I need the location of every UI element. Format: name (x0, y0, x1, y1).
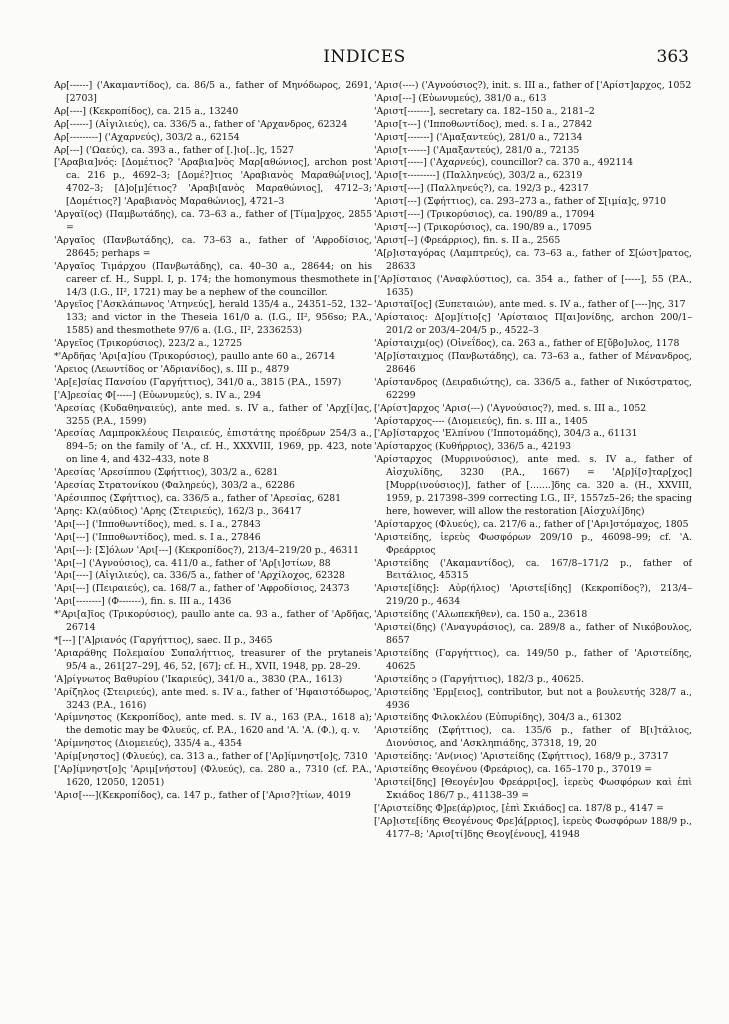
index-entry: ['Αραβια]νός: [Δομέτιος? 'Αραβια]νὸς Μαρ[αθώνιος], archon post ca. 216 p., 4692–3; [Δομέ?]τιος 'Αραβιανὸς Μαραθώ[νιος], 4702–3; [Δ]ο[μ]έτιος? 'Αραβι[ανὸς Μαραθώνιος], 4712–3; [Δομέτιος?] 'Αραβιανὸς Μαραθώνιος], 4721–3 (54, 157, 372, 208)
index-entry: 'Α[ρ]ίσταιχμος (Πανβωτάδης), ca. 73–63 a., father of Μένανδρος, 28646 (374, 351, 692, 375)
index-entry: Αρ[---------] ('Αχαρνεύς), 303/2 a., 62154 (54, 131, 240, 143)
index-entry: 'Αργεῖος ['Ασκλάπωνος 'Ατηνεύς], herald 135/4 a., 24351–52, 132–133; and victor in the Theseia 161/0 a. (I.G., II², 956so; P.A., 1585) and thesmothete 97/6 a. (I.G., II², 2336253) (54, 299, 372, 337)
index-entry: 'Αρίμ[νηστος] (Φλυεύς), ca. 313 a., father of ['Αρ]ίμνηστ[ο]ς, 7310 (54, 751, 368, 763)
index-entry: 'Αρισ[---] (Εὐωνυμεύς), 381/0 a., 613 (374, 92, 547, 104)
index-entry: 'Αρίσταιχμ(ος) (Οἰνεΐδος), ca. 263 a., father of Ε[ὔβο]υλος, 1178 (374, 338, 680, 350)
index-entry: 'Αριαράθης Πολεμαίου Συπαλήττιος, treasurer of the prytaneis 95/4 a., 261[27–29], 46, 52, [67]; cf. H., XVII, 1948, pp. 28–29. (54, 647, 372, 672)
index-entry: 'Α[ρ]ισταγόρας (Λαμπτρεύς), ca. 73–63 a., father of Σ[ώστ]ρατος, 28633 (374, 247, 692, 272)
index-entry: *[---] ['Α]ριανός (Γαργήττιος), saec. II p., 3465 (54, 634, 273, 646)
index-entry: 'Αρισ[τ------] ('Αμαξαντεύς), 281/0 a., 72135 (374, 144, 580, 156)
index-entry: 'Αριστείδης (Γαργήττιος), ca. 149/50 p., father of 'Αριστείδης, 40625 (374, 647, 692, 672)
index-entry: 'Αρισ(----) ('Αγνούσιος?), init. s. III a., father of ['Αρίστ]αρχος, 1052 (374, 80, 692, 91)
index-entry: 'Αριστ[-------] ('Αμαξαντεύς), 281/0 a., 72134 (374, 131, 583, 143)
index-entry: 'Αρι[---] ('Ιπποθωντίδος), med. s. I a., 27846 (54, 531, 261, 543)
index-entry: 'Αριστείδης ('Αλωπεκῆθεν), ca. 150 a., 23618 (374, 609, 588, 621)
index-entry: *'Αρδῆας 'Αρι[α]ίου (Τρικορύσιος), paullo ante 60 a., 26714 (54, 351, 336, 363)
index-entry: 'Αρίσταρχος (Μυρρινούσιος), ante med. s. IV a., father of Αἰσχυλίδης, 3230 (P.A., 1667) = 'Α[ρ]ί[σ]ταρ[χος] [Μυρρ(ινούσιος)], father of [.......]δης ca. 320 a. (H., XXVIII, 1959, p. 217398–399 correcting I.G., II², 1557z5–26; the spacing here, however, will allow the restoration [Αἰσχυλί]δης) (374, 454, 692, 517)
index-entry: 'Αριστ[-----] ('Αχαρνεύς), councillor? ca. 370 a., 492114 (374, 157, 634, 169)
index-entry: ['Αρ]ιστε[ίδης Θεογένους Φρε]ά[ρριος], ἱερεὺς Φωσφόρων 188/9 p., 4177–8; 'Αρισ[τί]δης Θεογ[ένους], 41948 (374, 815, 692, 840)
index-entry: 'Αριστείδης, ἱερεὺς Φωσφόρων 209/10 p., 46098–99; cf. 'Α. Φρεάρριος (374, 531, 692, 556)
index-entry: Αρ[------] ('Ακαμαντίδος), ca. 86/5 a., father of Μηνόδωρος, 2691, [2703] (54, 80, 372, 104)
index-entry: 'Αριστ[-------], secretary ca. 182–150 a., 2181–2 (374, 105, 595, 117)
index-entry: 'Αρεσίας Λαμπροκλέους Πειραιεύς, ἐπιστάτης προέδρων 254/3 a., 894–5; on the family of 'Α., cf. H., XXXVIII, 1969, pp. 423, note on line 4, and 432–433, note 8 (54, 428, 372, 466)
index-entry: 'Αρεσίας 'Αρεσίππου (Σφήττιος), 303/2 a., 6281 (54, 467, 279, 479)
index-entry: 'Αριστ[---] (Τρικορύσιος), ca. 190/89 a., 17095 (374, 221, 592, 233)
index-entry: 'Αρίζηλος (Στειριεύς), ante med. s. IV a., father of 'Ηφαιστόδωρος, 3243 (P.A., 1616) (54, 686, 372, 711)
index-entry: 'Αρίμνηστος (Κεκροπίδος), ante med. s. IV a., 163 (P.A., 1618 a); the demotic may be Φλυεύς, cf. P.A., 1620 and 'Α. 'Α. (Φ.), q. v. (54, 712, 372, 737)
index-entry: Αρ[------] (Αἰγιλιεύς), ca. 336/5 a., father of 'Αρχανδρος, 62324 (54, 118, 348, 130)
index-entry: 'Αρι[---] (Πειραιεύς), ca. 168/7 a., father of 'Αφροδίσιος, 24373 (54, 583, 350, 595)
index-entry: 'Αρι[----] (Αἰγιλιεύς), ca. 336/5 a., father of 'Αρχίλοχος, 62328 (54, 570, 345, 582)
index-entry: 'Αρίμνηστος (Διομειεύς), 335/4 a., 4354 (54, 738, 243, 750)
index-entry: 'Αριστ[--] (Φρεάρριος), fin. s. II a., 2565 (374, 234, 561, 246)
index-entry: 'Αρισ[τ---] ('Ιπποθωντίδος), med. s. I a., 27842 (374, 118, 593, 130)
index-entry: 'Αρ[ε]σίας Πανσίου (Γαργήττιος), 341/0 a., 3815 (P.A., 1597) (54, 376, 342, 388)
index-entry: ['Αρ]ίμνηστ[ο]ς 'Αριμ[νήστου] (Φλυεύς), ca. 280 a., 7310 (cf. P.A., 1620, 12050, 12051) (54, 764, 372, 788)
index-entry: 'Αρίσταρχος---- (Διομειεύς), fin. s. III a., 1405 (374, 415, 588, 427)
index-entry: 'Αρισ[τ---------] (Παλληνεύς), 303/2 a., 62319 (374, 170, 583, 182)
index-entry: Αρ[----] (Κεκροπίδος), ca. 215 a., 13240 (54, 105, 239, 117)
index-entry: 'Αργαῖος (Πανβωτάδης), ca. 73–63 a., father of 'Αφροδίσιος, 28645; perhaps = (54, 234, 372, 259)
index-entry: 'Αργαῖος Τιμάρχου (Πανβωτάδης), ca. 40–30 a., 28644; on his career cf. H., Suppl. I, p. 174; the homonymous thesmothete in 14/3 (I.G., II², 1721) may be a nephew of the councillor. (54, 260, 372, 298)
index-entry: ['Α]ρεσίας Φ[-----] (Εὐωνυμεύς), s. IV a., 294 (54, 389, 262, 401)
index-entry: 'Αργαῖ(ος) (Παμβωτάδης), ca. 73–63 a., father of [Τίμα]ρχος, 2855 = (54, 209, 372, 233)
index-entry: 'Α]ρίγνωτος Βαθυρίου ('Ικαριεύς), 341/0 a., 3830 (P.A., 1613) (54, 673, 343, 685)
index-entry: 'Αρειος (Λεωντίδος or 'Αδριανίδος), s. III p., 4879 (54, 363, 290, 375)
index-entry: 'Αριστείδης ('Ακαμαντίδος), ca. 167/8–171/2 p., father of Βειτάλιος, 45315 (374, 557, 692, 582)
index-entry: 'Αριστεί[δης] [Θεογέν]ου Φρεάρρι[ος], ἱερεὺς Φωσφόρων καὶ ἐπὶ Σκιάδος 186/7 p., 41138–39 = (374, 776, 692, 801)
index-entry: 'Αριστε[ίδης]: Αὐρ(ήλιος) 'Αριστε[ίδης] (Κεκροπίδος?), 213/4–219/20 p., 4634 (374, 583, 692, 608)
index-entry: 'Αριστείδης Θεογένου (Φρεάριος), ca. 165–170 p., 37019 = (374, 764, 653, 776)
index-entry: 'Αριστ[----] (Παλληνεύς?), ca. 192/3 p., 42317 (374, 183, 589, 195)
index-entry: 'Αρης: Κλ(αύδιος) 'Αρης (Στειριεύς), 162/3 p., 36417 (54, 505, 302, 517)
index-column-right (374, 80, 692, 1010)
index-entry: 'Αρεσίας Στρατονίκου (Φαληρεύς), 303/2 a., 62286 (54, 480, 295, 492)
index-entry: Αρ[---] ('Ωαεύς), ca. 393 a., father of [.]ιο[..]ς, 1527 (54, 144, 294, 156)
index-entry: 'Αρισταῖ[ος] (Ξυπεταιών), ante med. s. IV a., father of [----]ης, 317 (374, 299, 686, 311)
index-entry: 'Αρι[--] ('Αγνούσιος), ca. 411/0 a., father of 'Αρ[ι]στίων, 88 (54, 557, 331, 569)
index-entry: 'Αρίσταρχος (Φλυεύς), ca. 217/6 a., father of ['Αρι]στόμαχος, 1805 (374, 518, 689, 530)
index-entry: ['Αριστείδης Φ]ρε(άρ)ριος, [ἐπὶ Σκιάδος] ca. 187/8 p., 4147 = (374, 802, 664, 814)
index-entry: 'Αριστείδης (Σφήττιος), ca. 135/6 p., father of Β[ι]τάλιος, Διονύσιος, and 'Ασκληπιάδης, 37318, 19, 20 (374, 725, 692, 750)
index-entry: 'Αρεσίας (Κυδαθηναιεύς), ante med. s. IV a., father of 'Αρχ[ί]ας, 3255 (P.A., 1599) (54, 402, 372, 427)
index-entry: ['Αρ]ίσταρχος 'Ελπίνου ('Ιπποτομάδης), 304/3 a., 61131 (374, 428, 638, 440)
index-entry: 'Αρισ[----](Κεκροπίδος), ca. 147 p., father of ['Αρισ?]τίων, 4019 (54, 789, 351, 801)
index-entry: 'Αριστείδης Φιλοκλέου (Εὐπυρίδης), 304/3 a., 61302 (374, 712, 622, 724)
index-entry: 'Αριστ[---] (Σφήττιος), ca. 293–273 a., father of Σ[ιμία]ς, 9710 (374, 196, 667, 208)
index-entry: 'Αρίσταρχος (Κυθήρριος), 336/5 a., 42193 (374, 441, 572, 453)
index-entry: 'Αργεῖος (Τρικορύσιος), 223/2 a., 12725 (54, 338, 243, 350)
index-entry: ['Αρ]ίσταιος ('Αναφλύστιος), ca. 354 a., father of [-----], 55 (P.A., 1635) (374, 273, 692, 298)
index-entry: 'Αρέσιππος (Σφήττιος), ca. 336/5 a., father of 'Αρεσίας, 6281 (54, 493, 342, 504)
page-title: INDICES (323, 47, 406, 67)
index-entry: 'Αριστ[----] (Τρικορύσιος), ca. 190/89 a., 17094 (374, 209, 595, 221)
index-entry: 'Αριστείδης 'Ερμ[ειος], contributor, but not a βουλευτής 328/7 a., 4936 (374, 686, 692, 711)
index-entry: 'Αρι[---]: [Σ]όλων 'Αρι[---] (Κεκροπίδος?), 213/4–219/20 p., 46311 (54, 544, 360, 556)
index-entry: 'Αριστείδης ↄ (Γαργήττιος), 182/3 p., 40625. (374, 673, 585, 685)
page-number: 363 (656, 47, 689, 67)
index-entry: ['Αρίστ]αρχος 'Αρισ(---) ('Αγνούσιος?), med. s. III a., 1052 (374, 402, 647, 414)
index-entry: 'Αρίσταιος: Δ[ομ]ίτιο[ς] 'Αρίσταιος Π[αι]ονίδης, archon 200/1–201/2 or 203/4–204/5 p., 4522–3 (374, 312, 692, 337)
index-entry: 'Αρι[--------] (Φ-------), fin. s. III a., 1436 (54, 596, 232, 608)
index-entry: 'Αρίστανδρος (Δειραδιώτης), ca. 336/5 a., father of Νικόστρατος, 62299 (374, 376, 692, 401)
index-entry: 'Αριστεί(δης) ('Αναγυράσιος), ca. 289/8 a., father of Νικόβουλος, 8657 (374, 622, 692, 646)
index-entry: 'Αριστείδης: 'Αν(νιος) 'Αριστείδης (Σφήττιος), 168/9 p., 37317 (374, 751, 669, 763)
index-column-left (54, 80, 372, 1010)
running-head (0, 46, 729, 68)
index-entry: *'Αρι[α]ῖος (Τρικορύσιος), paullo ante ca. 93 a., father of 'Αρδῆας, 26714 (54, 609, 372, 634)
index-entry: 'Αρι[---] ('Ιπποθωντίδος), med. s. I a., 27843 (54, 518, 261, 530)
